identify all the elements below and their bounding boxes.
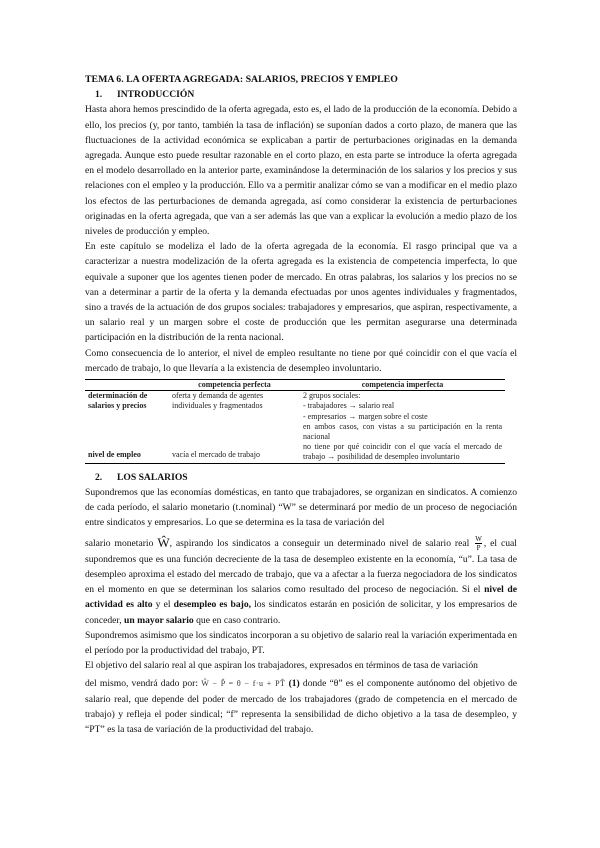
paragraph-6: Supondremos asimismo que los sindicatos incorporan a su objetivo de salario real la variación experimentada en el período por la productividad del trabajo, PT. <box>85 629 517 657</box>
paragraph-5 <box>85 535 517 628</box>
section-number: 2. <box>95 471 103 483</box>
row-label-determinacion: determinación de salarios y precios <box>88 391 148 411</box>
real-wage-fraction <box>475 535 482 552</box>
table-header-empty <box>85 380 169 391</box>
text-run: , aspirando los sindicatos a conseguir un determinado nivel de salario real <box>169 537 470 549</box>
text-run: y el <box>155 599 171 611</box>
bold-text: un mayor salario <box>124 614 194 626</box>
cell-line: 2 grupos sociales: <box>303 391 361 401</box>
cell-perfect-empleo: vacía el mercado de trabajo <box>169 442 300 463</box>
paragraph-3: Como consecuencia de lo anterior, el nivel de empleo resultante no tiene por qué coincidir con el que vacía el mercado de trabajo, lo que llevaría a la existencia de desempleo involuntario. <box>85 347 517 374</box>
text-run: los sindicatos estarán en posición de solicitar, y los empresarios de conceder, <box>85 599 517 626</box>
paragraph-2: En este capítulo se modeliza el lado de la oferta agregada de la economía. El rasgo principal que va a caracterizar a nuestra modelización de la oferta agregada es la existencia de competencia imperfecta, lo que equivale a suponer que los agentes tienen poder de mercado. En otras palabras, los salarios y los precios no se van a determinar a partir de la oferta y la demanda efectuadas por unos agentes individuales y fragmentados, sino a través de la actuación de dos grupos sociales: trabajadores y empresarios, que aspiran, respectivamente, a un salario real y un margen sobre el coste de producción que les permitan asegurarse una determinada participación en la distribución de la renta nacional. <box>85 241 517 344</box>
cell-perfect-determinacion: oferta y demanda de agentes individuales y fragmentados <box>172 391 264 411</box>
table-row <box>85 391 505 443</box>
document-page <box>85 72 517 737</box>
cell-line: - empresarios → margen sobre el coste <box>303 411 428 421</box>
table-header-row <box>85 380 505 391</box>
section-label: LOS SALARIOS <box>117 471 188 483</box>
section-number: 1. <box>95 89 103 101</box>
cell-imperfect-determinacion <box>300 391 505 443</box>
table-header-perfect: competencia perfecta <box>169 380 300 391</box>
bold-text: desempleo es bajo, <box>173 599 252 611</box>
cell-line: en ambos casos, con vistas a su participación en la renta nacional <box>303 421 502 442</box>
paragraph-1: Hasta ahora hemos prescindido de la oferta agregada, esto es, el lado de la producción de la economía. Debido a ello, los precios (y, por tanto, también la tasa de inflación) se suponían dados a corto plazo, de manera que las fluctuaciones de la actividad económica se explicaban a partir de perturbaciones originadas en la demanda agregada. Aunque esto puede resultar razonable en el corto plazo, en esta parte se introduce la oferta agregada en el modelo desarrollado en la anterior parte, examinándose la determinación de los salarios y los precios y sus relaciones con el empleo y la producción. Ello va a permitir analizar cómo se van a modificar en el medio plazo los efectos de las perturbaciones de demanda agregada, así como considerar la existencia de perturbaciones originadas en la oferta agregada, que van a ser además las que van a explicar la evolución a medio plazo de los niveles de producción y empleo. <box>85 104 517 238</box>
cell-line: - trabajadores → salario real <box>303 401 395 411</box>
row-label-empleo: nivel de empleo <box>85 442 169 463</box>
paragraph-4: Supondremos que las economías domésticas, en tanto que trabajadores, se organizan en sindicatos. A comienzo de cada período, el salario monetario (t.nominal) “W” se determinará por medio de un proceso de negociación entre sindicatos y empresarios. Lo que se determina es la tasa de variación del <box>85 486 517 529</box>
equation-label: (1) <box>288 678 300 690</box>
text-run: donde “θ” es el componente autónomo del objetivo de salario real, que depende del poder de mercado de los trabajadores (grado de competencia en el mercado de trabajo) y refleja el poder sindical; “f” representa la sensibilidad de dicho objetivo a la tasa de desempleo, y “PT” es la tasa de variación de la productividad del trabajo. <box>85 678 518 736</box>
paragraph-8 <box>85 676 517 737</box>
text-run: salario monetario <box>85 537 154 549</box>
fraction-denominator: P <box>476 543 481 552</box>
fraction-numerator: W <box>475 534 482 543</box>
text-run: que en caso contrario. <box>196 614 281 626</box>
wage-equation: Ŵ − P̂ = θ − f·u + PT̂ <box>201 679 286 689</box>
table-header-imperfect: competencia imperfecta <box>300 380 505 391</box>
paragraph-7: El objetivo del salario real al que aspiran los trabajadores, expresados en términos de tasa de variación <box>85 660 478 672</box>
section-heading-salarios <box>95 470 517 485</box>
text-run: , el cual supondremos que es una función decreciente de la tasa de desempleo existente en la economía, “u”. La tasa de desempleo aproxima el estado del mercado de trabajo, que va a afectar a la fuerza negociadora de los sindicatos en el momento en que se determinan los salarios como resultado del proceso de negociación. Si el <box>85 537 517 596</box>
wage-change-symbol: Ŵ <box>157 534 170 550</box>
bold-text: nivel de actividad es alto <box>85 584 517 611</box>
comparison-table <box>85 379 505 464</box>
text-run: del mismo, vendrá dado por: <box>85 678 199 690</box>
section-heading-introduccion <box>95 87 517 102</box>
cell-imperfect-empleo: no tiene por qué coincidir con el que vacía el mercado de trabajo → posibilidad de desempleo involuntario <box>300 442 505 463</box>
document-title: TEMA 6. LA OFERTA AGREGADA: SALARIOS, PRECIOS Y EMPLEO <box>85 74 398 85</box>
section-label: INTRODUCCIÓN <box>117 89 195 101</box>
table-row <box>85 442 505 463</box>
